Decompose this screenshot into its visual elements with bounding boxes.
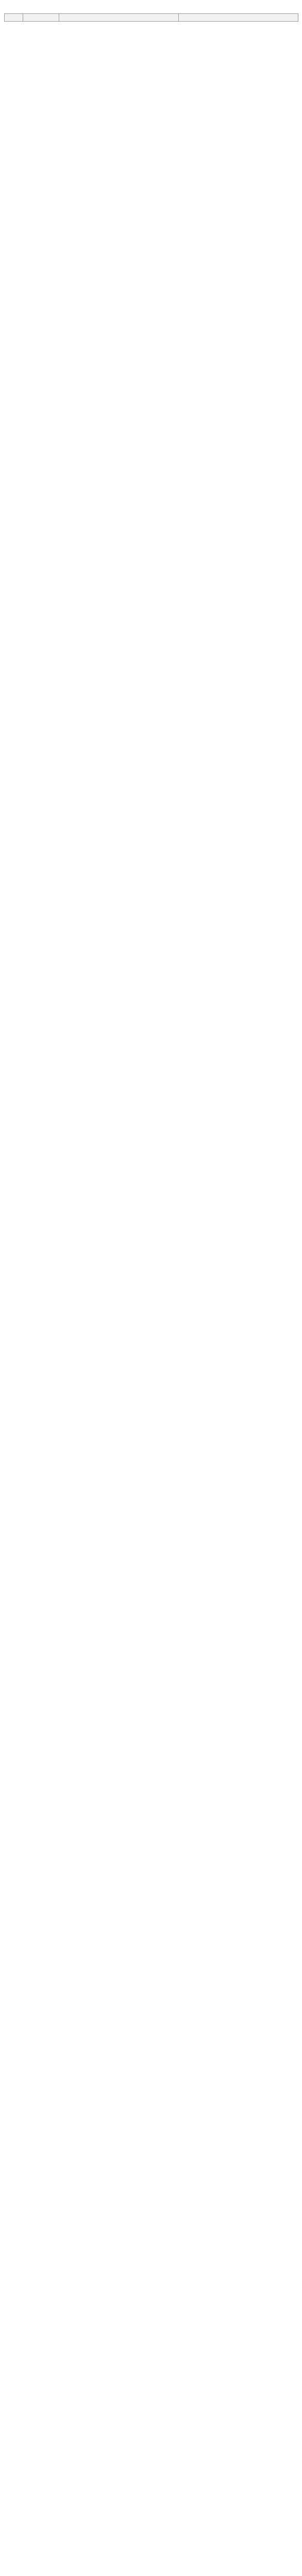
column-header-index [5,14,23,22]
page-title [4,3,298,12]
column-header-district [23,14,59,22]
table-header [5,14,298,22]
column-header-address [179,14,298,22]
table-header-row [5,14,298,22]
column-header-name [59,14,179,22]
registry-table [4,13,298,22]
